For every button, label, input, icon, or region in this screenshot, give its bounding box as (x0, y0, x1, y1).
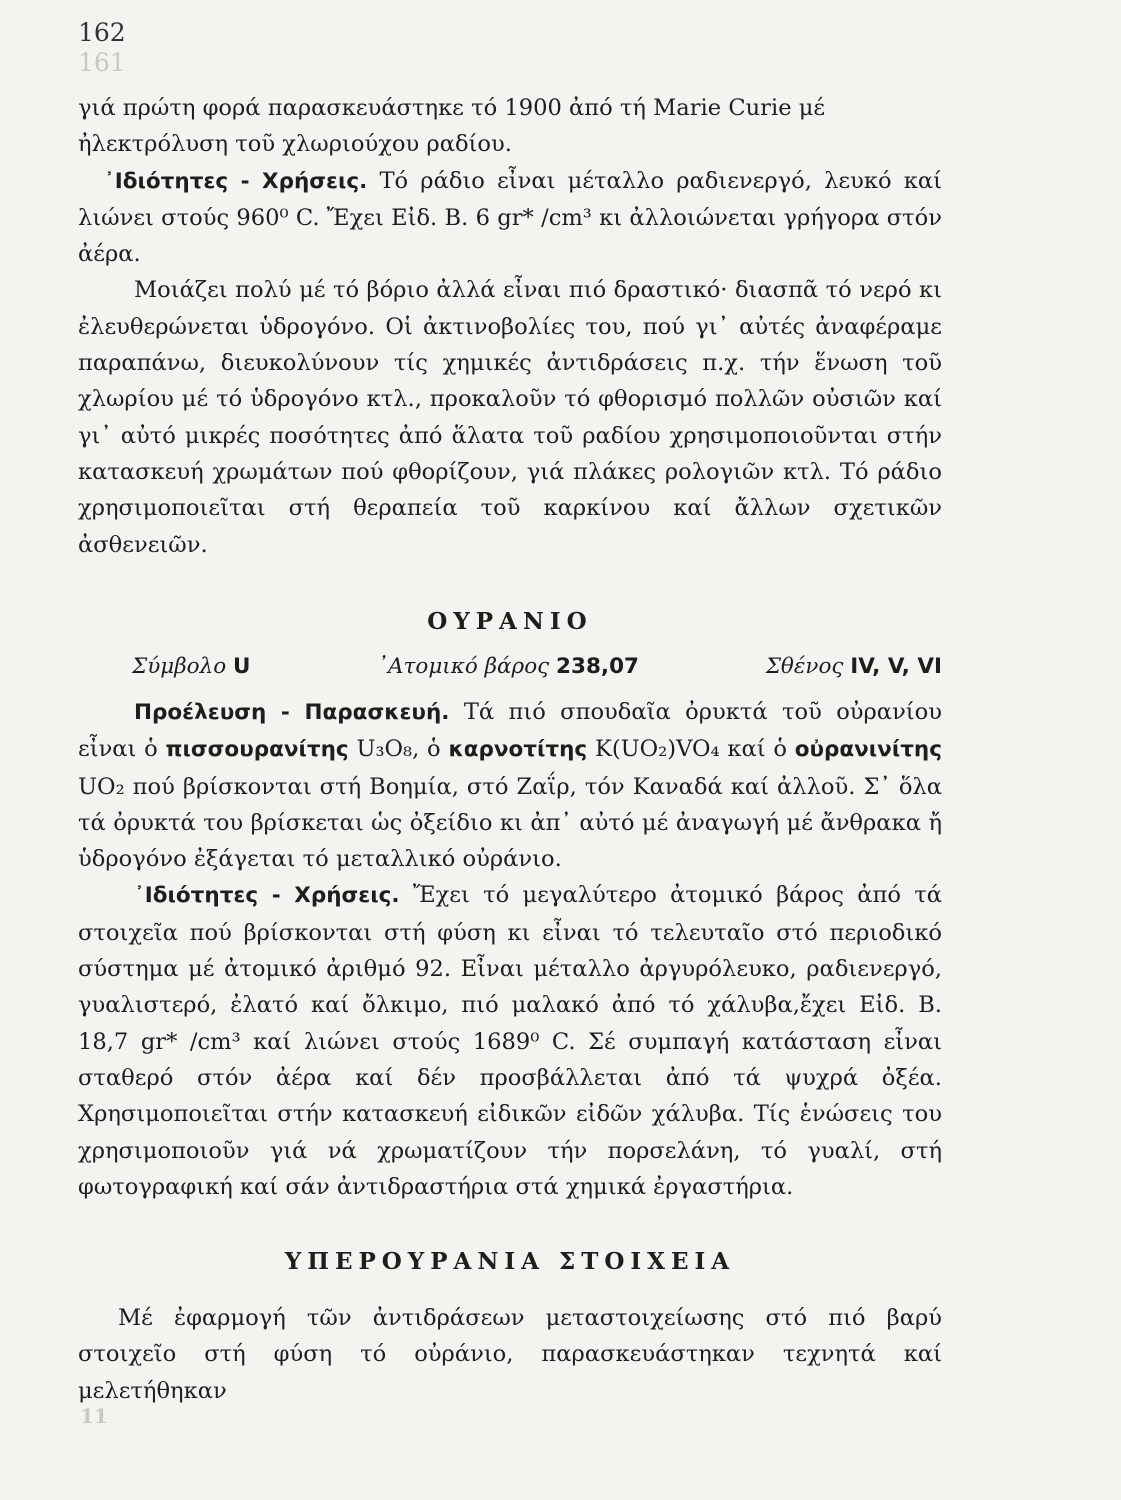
transuranium-paragraph: Μέ ἐφαρμογή τῶν ἀντιδράσεων μεταστοιχείωσης στό πιό βαρύ στοιχεῖο στή φύση τό οὐράνιο, παρασκευάστηκαν τεχνητά καί μελετήθηκαν (78, 1305, 942, 1404)
symbol-field: Σύμβολο U (132, 654, 251, 679)
uranium-metadata (132, 654, 942, 679)
radium-properties-paragraph (78, 163, 942, 273)
atomic-weight-field: ᾿Ατομικό βάρος 238,07 (377, 654, 639, 679)
transuranium-title: ΥΠΕΡΟΥΡΑΝΙΑ ΣΤΟΙΧΕΙΑ (284, 1248, 736, 1275)
bleed-through-page-number: 161 (78, 48, 126, 77)
mineral-name: οὐρανινίτης (794, 737, 942, 763)
properties-heading: ᾿Ιδιότητες - Χρήσεις. (134, 883, 400, 909)
mineral-name: πισσουρανίτης (165, 737, 349, 763)
text-line: ἠλεκτρόλυση τοῦ χλωριούχου ραδίου. (78, 131, 512, 158)
text-line: γιά πρώτη φορά παρασκευάστηκε τό 1900 ἀπό τή Marie Curie μέ (78, 95, 826, 121)
uranium-properties-paragraph: ᾿Ιδιότητες - Χρήσεις. Ἔχει τό μεγαλύτερο ἀτομικό βάρος ἀπό τά στοιχεῖα πού βρίσκονται στή φύση κι εἶναι τό τελευταῖο στό περιοδικό σύστημα μέ ἀτομικό ἀριθμό 92. Εἶναι μέταλλο ἀργυρόλευκο, ραδιενεργό, γυαλιστερό, ἐλατό καί ὄλκιμο, πιό μαλακό ἀπό τό χάλυβα,ἔχει Εἰδ. Β. 18,7 gr* /cm³ καί λιώνει στούς 1689⁰ C. Σέ συμπαγή κατάσταση εἶναι σταθερό στόν ἀέρα καί δέν προσβάλλεται ἀπό τά ψυχρά ὀξέα. Χρησιμοποιεῖται στήν κατασκευή εἰδικῶν εἰδῶν χάλυβα. Τίς ἑνώσεις του χρησιμοποιοῦν γιά νά χρωματίζουν τήν πορσελάνη, τό γυαλί, στή φωτογραφική καί σάν ἀντιδραστήρια στά χημικά ἐργαστήρια. (78, 882, 942, 1200)
properties-text: Τό ράδιο εἶναι μέταλλο ραδιενεργό, λευκό καί λιώνει στούς 960⁰ C. Ἔχει Εἰδ. Β. 6 gr* /cm³ κι ἀλλοιώνεται γρήγορα στόν ἀέρα. (78, 167, 942, 268)
mineral-name: καρνοτίτης (448, 737, 588, 763)
uranium-title: ΟΥΡΑΝΙΟ (427, 608, 593, 635)
radium-continuation (78, 90, 942, 563)
uranium-body (78, 694, 942, 1205)
valence-field: Σθένος IV, V, VI (765, 654, 942, 679)
transuranium-body (78, 1300, 942, 1409)
uranium-origin-paragraph: Προέλευση - Παρασκευή. Τά πιό σπουδαῖα ὀρυκτά τοῦ οὐρανίου εἶναι ὁ πισσουρανίτης U₃O₈, ὁ καρνοτίτης K(UO₂)VO₄ καί ὁ οὐρανινίτης UO₂ πού βρίσκονται στή Βοημία, στό Ζαΐρ, τόν Καναδά καί ἀλλοῦ. Σ᾿ ὅλα τά ὀρυκτά του βρίσκεται ὡς ὀξείδιο κι ἀπ᾿ αὐτό μέ ἀναγωγή μέ ἄνθρακα ἤ ὑδρογόνο ἐξάγεται τό μεταλλικό οὐράνιο. (78, 699, 942, 873)
bleed-through-footer-mark: 11 (80, 1404, 108, 1428)
properties-heading: ᾿Ιδιότητες - Χρήσεις. (104, 168, 368, 194)
page-number: 162 (78, 18, 126, 47)
origin-heading: Προέλευση - Παρασκευή. (134, 700, 450, 725)
radium-paragraph-2: Μοιάζει πολύ μέ τό βόριο ἀλλά εἶναι πιό δραστικό· διασπᾶ τό νερό κι ἐλευθερώνεται ὑδρογόνο. Οἱ ἀκτινοβολίες του, πού γι᾿ αὐτές ἀναφέραμε παραπάνω, διευκολύνουν τίς χημικές ἀντιδράσεις π.χ. τήν ἕνωση τοῦ χλωρίου μέ τό ὑδρογόνο κτλ., προκαλοῦν τό φθορισμό πολλῶν οὐσιῶν καί γι᾿ αὐτό μικρές ποσότητες ἀπό ἅλατα τοῦ ραδίου χρησιμοποιοῦνται στήν κατασκευή χρωμάτων πού φθορίζουν, γιά πλάκες ρολογιῶν κτλ. Τό ράδιο χρησιμοποιεῖται στή θεραπεία τοῦ καρκίνου καί ἄλλων σχετικῶν ἀσθενειῶν. (78, 277, 942, 558)
